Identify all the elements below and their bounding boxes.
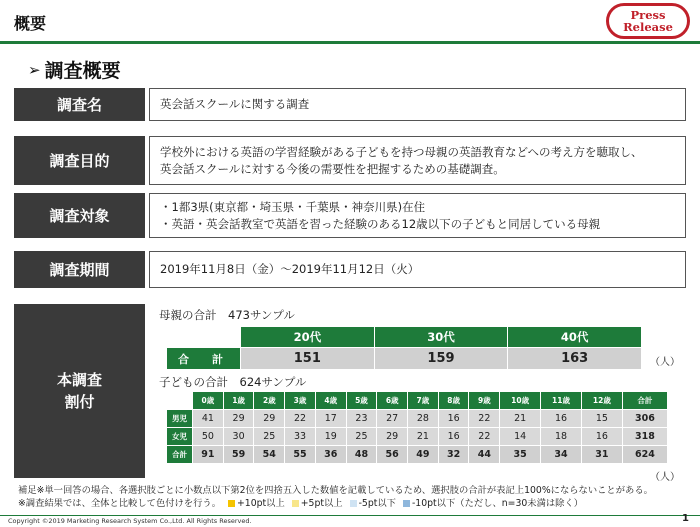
row-label-target: 調査対象 xyxy=(14,193,145,238)
footnotes xyxy=(18,484,653,510)
kids-header-cell: 12歳 xyxy=(581,392,622,410)
kids-value-cell: 30 xyxy=(223,428,254,446)
kids-value-cell: 14 xyxy=(500,428,541,446)
mother-header-blank xyxy=(167,327,241,348)
mother-total-caption: 母親の合計 473サンプル xyxy=(159,308,295,322)
kids-allocation-table xyxy=(166,391,668,464)
kids-value-cell: 33 xyxy=(285,428,316,446)
kids-value-cell: 44 xyxy=(469,446,500,464)
kids-header-cell: 0歳 xyxy=(193,392,224,410)
kids-value-cell: 22 xyxy=(285,410,316,428)
kids-value-cell: 25 xyxy=(346,428,377,446)
kids-total-cell: 624 xyxy=(622,446,667,464)
mother-row-label: 合 計 xyxy=(167,348,241,370)
kids-unit-label: （人） xyxy=(650,472,680,483)
kids-value-cell: 18 xyxy=(541,428,582,446)
section-title-text: 調査概要 xyxy=(44,60,121,82)
survey-name-text: 英会話スクールに関する調査 xyxy=(160,97,310,111)
mother-unit-label: （人） xyxy=(650,357,680,368)
kids-value-cell: 22 xyxy=(469,428,500,446)
page-title: 概要 xyxy=(14,14,47,33)
kids-header-cell: 6歳 xyxy=(377,392,408,410)
arrow-icon: ➢ xyxy=(28,61,41,79)
kids-value-cell: 23 xyxy=(346,410,377,428)
kids-value-cell: 19 xyxy=(315,428,346,446)
kids-total-caption: 子どもの合計 624サンプル xyxy=(159,375,307,389)
kids-value-cell: 15 xyxy=(581,410,622,428)
row-content-target xyxy=(149,193,686,238)
mother-allocation-table xyxy=(166,326,642,370)
kids-value-cell: 49 xyxy=(408,446,439,464)
kids-value-cell: 22 xyxy=(469,410,500,428)
mother-header-cell: 20代 xyxy=(241,327,375,348)
kids-header-blank xyxy=(167,392,193,410)
kids-value-cell: 29 xyxy=(223,410,254,428)
kids-value-cell: 59 xyxy=(223,446,254,464)
row-content-purpose xyxy=(149,136,686,185)
kids-header-cell: 合計 xyxy=(622,392,667,410)
page-number: 1 xyxy=(682,513,689,524)
target-line-2: ・英語・英会話教室で英語を習った経験のある12歳以下の子どもと同居している母親 xyxy=(160,216,601,231)
kids-total-cell: 318 xyxy=(622,428,667,446)
mother-header-cell: 30代 xyxy=(374,327,508,348)
kids-header-cell: 5歳 xyxy=(346,392,377,410)
allocation-label-line-2: 割付 xyxy=(64,393,95,411)
purpose-line-1: 学校外における英語の学習経験がある子どもを持つ母親の英語教育などへの考え方を聴取し、 xyxy=(160,144,643,159)
kids-value-cell: 17 xyxy=(315,410,346,428)
kids-value-cell: 56 xyxy=(377,446,408,464)
kids-value-cell: 21 xyxy=(408,428,439,446)
legend-label-minus10: -10pt以下（ただし、n=30未満は除く） xyxy=(411,498,584,509)
row-content-period xyxy=(149,251,686,288)
footnote-line-2 xyxy=(18,497,653,510)
kids-header-cell: 10歳 xyxy=(500,392,541,410)
mother-value-cell: 163 xyxy=(508,348,642,370)
kids-value-cell: 21 xyxy=(500,410,541,428)
kids-value-cell: 50 xyxy=(193,428,224,446)
kids-header-cell: 9歳 xyxy=(469,392,500,410)
footnote-line-1: 補足※単一回答の場合、各選択肢ごとに小数点以下第2位を四捨五入した数値を記載しているため、選択肢の合計が表記上100%にならないことがある。 xyxy=(18,485,653,496)
kids-value-cell: 29 xyxy=(377,428,408,446)
kids-value-cell: 16 xyxy=(541,410,582,428)
footer-divider xyxy=(0,515,700,516)
purpose-line-2: 英会話スクールに対する今後の需要性を把握するための基礎調査。 xyxy=(160,161,505,176)
target-line-1: ・1都3県(東京都・埼玉県・千葉県・神奈川県)在住 xyxy=(160,199,426,214)
kids-value-cell: 48 xyxy=(346,446,377,464)
kids-row-label: 合計 xyxy=(167,446,193,464)
mother-header-row xyxy=(167,327,642,348)
legend-swatch-minus5 xyxy=(350,500,357,507)
legend-label-plus10: +10pt以上 xyxy=(237,498,285,509)
kids-header-cell: 3歳 xyxy=(285,392,316,410)
kids-value-cell: 36 xyxy=(315,446,346,464)
kids-header-row xyxy=(167,392,668,410)
kids-value-cell: 41 xyxy=(193,410,224,428)
kids-header-cell: 8歳 xyxy=(438,392,469,410)
legend-label-minus5: -5pt以下 xyxy=(358,498,396,509)
row-label-allocation xyxy=(14,304,145,478)
header-bar xyxy=(0,0,700,44)
kids-value-cell: 91 xyxy=(193,446,224,464)
kids-header-cell: 2歳 xyxy=(254,392,285,410)
kids-header-cell: 11歳 xyxy=(541,392,582,410)
legend-swatch-plus10 xyxy=(228,500,235,507)
row-label-period: 調査期間 xyxy=(14,251,145,288)
allocation-label-line-1: 本調査 xyxy=(56,371,102,389)
kids-value-cell: 16 xyxy=(438,428,469,446)
footnote-line-2-prefix: ※調査結果では、全体と比較して色付けを行う。 xyxy=(18,498,222,509)
mother-value-cell: 159 xyxy=(374,348,508,370)
kids-row-girls xyxy=(167,428,668,446)
row-content-survey-name xyxy=(149,88,686,121)
badge-line-2: Release xyxy=(623,20,673,34)
mother-header-cell: 40代 xyxy=(508,327,642,348)
kids-row-label: 女児 xyxy=(167,428,193,446)
kids-value-cell: 55 xyxy=(285,446,316,464)
kids-value-cell: 31 xyxy=(581,446,622,464)
header-divider xyxy=(0,41,700,44)
kids-value-cell: 16 xyxy=(581,428,622,446)
kids-value-cell: 34 xyxy=(541,446,582,464)
kids-value-cell: 29 xyxy=(254,410,285,428)
kids-row-total xyxy=(167,446,668,464)
kids-value-cell: 54 xyxy=(254,446,285,464)
kids-header-cell: 1歳 xyxy=(223,392,254,410)
kids-total-cell: 306 xyxy=(622,410,667,428)
kids-value-cell: 32 xyxy=(438,446,469,464)
kids-header-cell: 7歳 xyxy=(408,392,439,410)
kids-value-cell: 28 xyxy=(408,410,439,428)
legend-swatch-plus5 xyxy=(292,500,299,507)
kids-row-boys xyxy=(167,410,668,428)
mother-value-cell: 151 xyxy=(241,348,375,370)
kids-value-cell: 35 xyxy=(500,446,541,464)
period-text: 2019年11月8日（金）～2019年11月12日（火） xyxy=(160,262,420,276)
mother-total-row xyxy=(167,348,642,370)
press-release-badge xyxy=(606,3,690,39)
kids-value-cell: 25 xyxy=(254,428,285,446)
row-label-survey-name: 調査名 xyxy=(14,88,145,121)
kids-value-cell: 27 xyxy=(377,410,408,428)
row-label-purpose: 調査目的 xyxy=(14,136,145,185)
kids-value-cell: 16 xyxy=(438,410,469,428)
legend-swatch-minus10 xyxy=(403,500,410,507)
badge-line-1: Press xyxy=(630,8,666,22)
kids-row-label: 男児 xyxy=(167,410,193,428)
copyright-text: Copyright ©2019 Marketing Research System Co.,Ltd. All Rights Reserved. xyxy=(8,517,252,525)
section-title xyxy=(28,56,121,83)
legend-label-plus5: +5pt以上 xyxy=(300,498,343,509)
kids-header-cell: 4歳 xyxy=(315,392,346,410)
